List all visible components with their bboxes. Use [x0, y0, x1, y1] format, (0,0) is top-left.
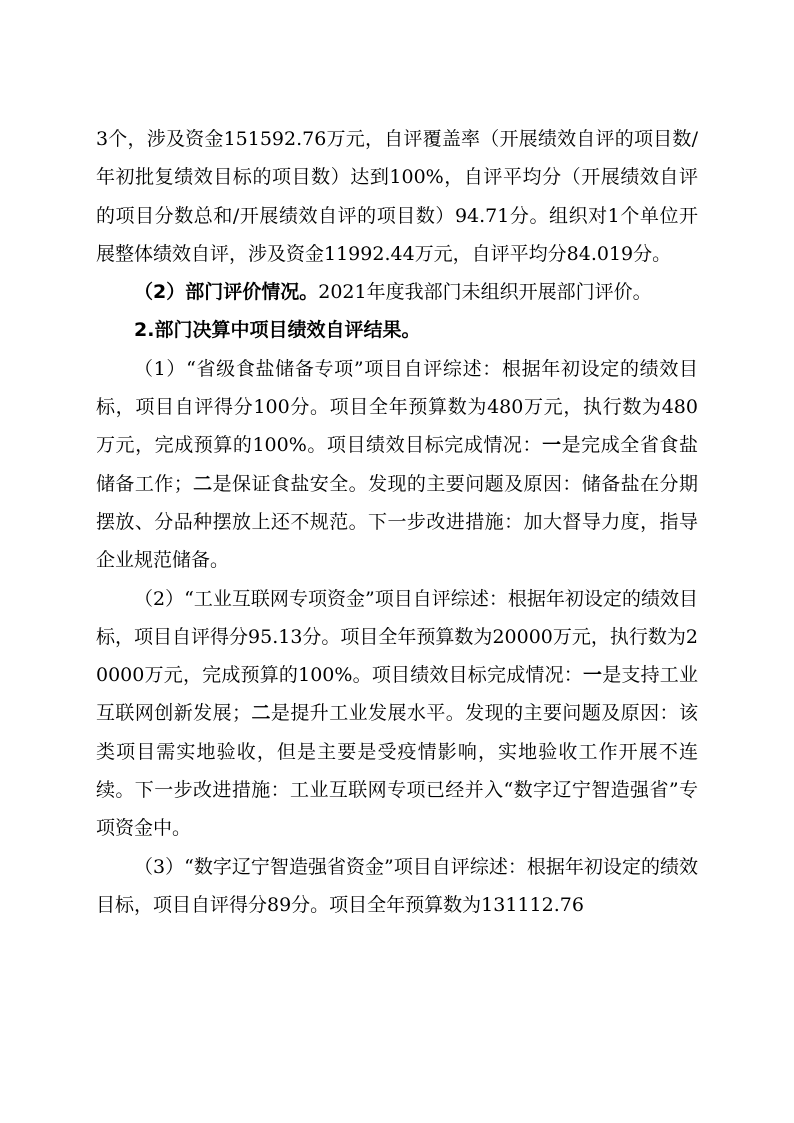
paragraph-text: （3）“数字辽宁智造强省资金”项目自评综述：根据年初设定的绩效目标，项目自评得分89分。项目全年预算数为131112.76 — [96, 855, 698, 916]
ordinal-marker: 一 — [542, 434, 562, 457]
paragraph-text: 是保证食盐安全。发现的主要问题及原因：储备盐在分期摆放、分品种摆放上还不规范。下一步改进措施：加大督导力度，指导企业规范储备。 — [96, 472, 698, 572]
subsection-heading: （2）部门评价情况。 — [134, 281, 319, 304]
ordinal-marker: 二 — [192, 472, 213, 495]
paragraph-salt-reserve-project — [96, 350, 698, 580]
section-heading: 2.部门决算中项目绩效自评结果。 — [134, 319, 421, 342]
paragraph-text: 3个，涉及资金151592.76万元，自评覆盖率（开展绩效自评的项目数/年初批复绩效目标的项目数）达到100%，自评平均分（开展绩效自评的项目分数总和/开展绩效自评的项目数）94.71分。组织对1个单位开展整体绩效自评，涉及资金11992.44万元，自评平均分84.019分。 — [96, 128, 698, 265]
paragraph-industrial-internet-project — [96, 580, 698, 848]
paragraph-text: （1）“省级食盐储备专项”项目自评综述：根据年初设定的绩效目标，项目自评得分100分。项目全年预算数为480万元，执行数为480万元，完成预算的100%。项目绩效目标完成情况： — [96, 357, 698, 457]
paragraph-text: 2021年度我部门未组织开展部门评价。 — [318, 281, 652, 304]
paragraph-text: 是提升工业发展水平。发现的主要问题及原因：该类项目需实地验收，但是主要是受疫情影响，实地验收工作开展不连续。下一步改进措施：工业互联网专项已经并入“数字辽宁智造强省”专项资金中。 — [96, 702, 698, 840]
document-body — [96, 120, 698, 924]
paragraph-text: （2）“工业互联网专项资金”项目自评综述：根据年初设定的绩效目标，项目自评得分95.13分。项目全年预算数为20000万元，执行数为20000万元，完成预算的100%。项目绩效目标完成情况： — [96, 587, 698, 687]
ordinal-marker: 二 — [251, 702, 271, 725]
paragraph-text: 是支持工业互联网创新发展； — [96, 664, 698, 725]
ordinal-marker: 一 — [582, 664, 603, 687]
paragraph-text: 是完成全省食盐储备工作； — [96, 434, 698, 495]
paragraph-digital-liaoning-project — [96, 848, 698, 925]
paragraph-self-evaluation-summary — [96, 120, 698, 273]
paragraph-department-evaluation — [96, 273, 698, 311]
